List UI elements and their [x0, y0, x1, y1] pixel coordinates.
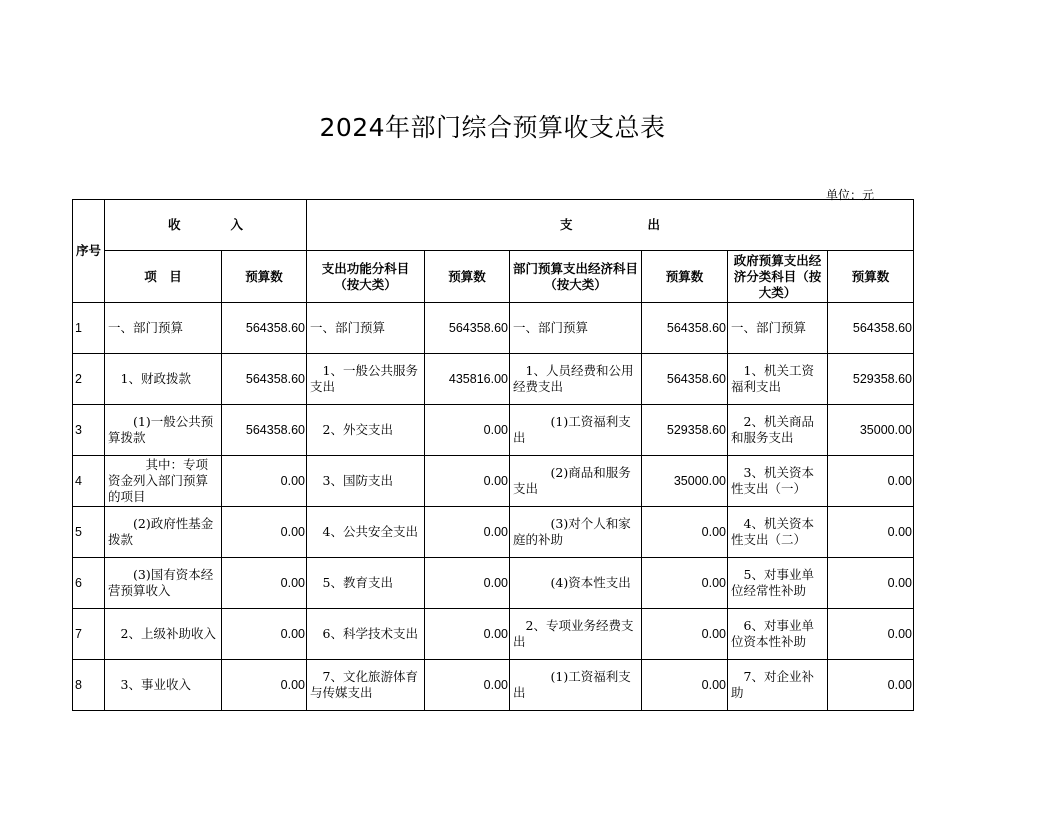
income-amount: 0.00: [222, 507, 307, 558]
table-row: [73, 558, 914, 609]
dept-econ-amount: 0.00: [642, 507, 728, 558]
gov-econ-item: 4、机关资本性支出（二）: [728, 507, 828, 558]
gov-econ-amount: 35000.00: [828, 405, 914, 456]
income-item: (1)一般公共预算拨款: [105, 405, 222, 456]
gov-econ-amount: 0.00: [828, 456, 914, 507]
header-amount-3: 预算数: [642, 251, 728, 303]
unit-label: 单位：元: [826, 188, 875, 202]
func-class-item: 3、国防支出: [307, 456, 425, 507]
income-item: 2、上级补助收入: [105, 609, 222, 660]
gov-econ-amount: 0.00: [828, 558, 914, 609]
table-row: [73, 507, 914, 558]
gov-econ-item: 一、部门预算: [728, 303, 828, 354]
row-number: 4: [73, 456, 105, 507]
dept-econ-item: (1)工资福利支出: [510, 405, 642, 456]
gov-econ-amount: 529358.60: [828, 354, 914, 405]
gov-econ-item: 7、对企业补助: [728, 660, 828, 711]
header-expense: 支 出: [307, 200, 914, 251]
dept-econ-item: (2)商品和服务支出: [510, 456, 642, 507]
table-row: [73, 405, 914, 456]
income-item: (3)国有资本经营预算收入: [105, 558, 222, 609]
func-class-item: 1、一般公共服务支出: [307, 354, 425, 405]
income-item: 其中：专项资金列入部门预算的项目: [105, 456, 222, 507]
dept-econ-item: (1)工资福利支出: [510, 660, 642, 711]
func-class-amount: 0.00: [425, 405, 510, 456]
func-class-amount: 0.00: [425, 609, 510, 660]
func-class-item: 2、外交支出: [307, 405, 425, 456]
dept-econ-amount: 529358.60: [642, 405, 728, 456]
func-class-amount: 564358.60: [425, 303, 510, 354]
func-class-amount: 0.00: [425, 456, 510, 507]
income-item: 一、部门预算: [105, 303, 222, 354]
func-class-item: 7、文化旅游体育与传媒支出: [307, 660, 425, 711]
dept-econ-item: 2、专项业务经费支出: [510, 609, 642, 660]
dept-econ-item: 一、部门预算: [510, 303, 642, 354]
func-class-amount: 0.00: [425, 507, 510, 558]
dept-econ-item: (3)对个人和家庭的补助: [510, 507, 642, 558]
header-item: 项 目: [105, 251, 222, 303]
gov-econ-item: 6、对事业单位资本性补助: [728, 609, 828, 660]
dept-econ-amount: 0.00: [642, 660, 728, 711]
row-number: 3: [73, 405, 105, 456]
budget-table: [72, 199, 914, 711]
table-row: [73, 303, 914, 354]
header-amount-2: 预算数: [425, 251, 510, 303]
gov-econ-item: 1、机关工资福利支出: [728, 354, 828, 405]
income-amount: 0.00: [222, 456, 307, 507]
gov-econ-item: 3、机关资本性支出（一）: [728, 456, 828, 507]
dept-econ-item: (4)资本性支出: [510, 558, 642, 609]
income-amount: 564358.60: [222, 354, 307, 405]
row-number: 2: [73, 354, 105, 405]
income-amount: 0.00: [222, 558, 307, 609]
func-class-amount: 0.00: [425, 660, 510, 711]
row-number: 8: [73, 660, 105, 711]
header-func-class: 支出功能分科目（按大类）: [307, 251, 425, 303]
income-item: 3、事业收入: [105, 660, 222, 711]
dept-econ-item: 1、人员经费和公用经费支出: [510, 354, 642, 405]
func-class-item: 6、科学技术支出: [307, 609, 425, 660]
row-number: 1: [73, 303, 105, 354]
header-row-group: [73, 200, 914, 251]
func-class-item: 5、教育支出: [307, 558, 425, 609]
gov-econ-item: 5、对事业单位经常性补助: [728, 558, 828, 609]
gov-econ-amount: 0.00: [828, 660, 914, 711]
dept-econ-amount: 0.00: [642, 558, 728, 609]
func-class-amount: 0.00: [425, 558, 510, 609]
header-seq: 序号: [73, 200, 105, 303]
dept-econ-amount: 35000.00: [642, 456, 728, 507]
table-row: [73, 660, 914, 711]
income-item: 1、财政拨款: [105, 354, 222, 405]
header-amount-1: 预算数: [222, 251, 307, 303]
page-title: 2024年部门综合预算收支总表: [319, 113, 666, 142]
table-row: [73, 354, 914, 405]
header-income: 收 入: [105, 200, 307, 251]
header-dept-econ: 部门预算支出经济科目（按大类）: [510, 251, 642, 303]
table-row: [73, 609, 914, 660]
table-body: [73, 303, 914, 711]
table-row: [73, 456, 914, 507]
gov-econ-amount: 0.00: [828, 609, 914, 660]
header-row-columns: [73, 251, 914, 303]
gov-econ-item: 2、机关商品和服务支出: [728, 405, 828, 456]
func-class-item: 一、部门预算: [307, 303, 425, 354]
income-item: (2)政府性基金拨款: [105, 507, 222, 558]
income-amount: 564358.60: [222, 303, 307, 354]
income-amount: 0.00: [222, 609, 307, 660]
dept-econ-amount: 564358.60: [642, 354, 728, 405]
func-class-amount: 435816.00: [425, 354, 510, 405]
row-number: 7: [73, 609, 105, 660]
income-amount: 0.00: [222, 660, 307, 711]
header-gov-econ: 政府预算支出经济分类科目（按大类）: [728, 251, 828, 303]
gov-econ-amount: 564358.60: [828, 303, 914, 354]
row-number: 6: [73, 558, 105, 609]
header-amount-4: 预算数: [828, 251, 914, 303]
dept-econ-amount: 564358.60: [642, 303, 728, 354]
row-number: 5: [73, 507, 105, 558]
income-amount: 564358.60: [222, 405, 307, 456]
dept-econ-amount: 0.00: [642, 609, 728, 660]
func-class-item: 4、公共安全支出: [307, 507, 425, 558]
gov-econ-amount: 0.00: [828, 507, 914, 558]
